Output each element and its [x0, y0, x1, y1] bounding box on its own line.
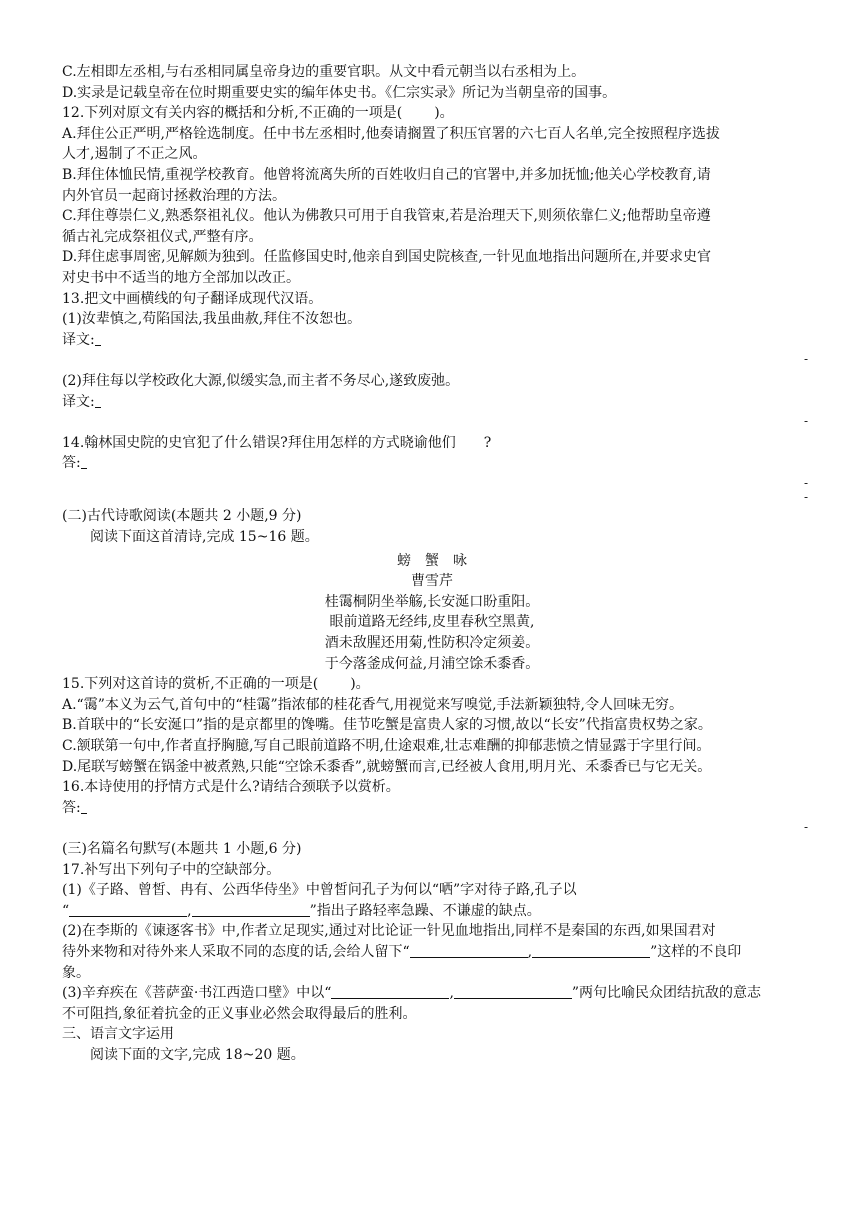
- q12-option-a-line1: A.拜住公正严明,严格铨选制度。任中书左丞相时,他奏请搁置了积压官署的六七百人名单,完全按照程序选拔: [62, 125, 720, 142]
- q13-translation-1-label: 译文:: [62, 330, 802, 351]
- q13-sentence-2: (2)拜住每以学校政化大源,似缓实急,而主者不务尽心,遂致废弛。: [62, 372, 460, 389]
- section3-heading: 三、语言文字运用: [62, 1026, 174, 1043]
- q17-item-2-line1: (2)在李斯的《谏逐客书》中,作者立足现实,通过对比论证一针见血地指出,同样不是秦国的东西,如果国君对: [62, 923, 716, 940]
- q16-stem: 16.本诗使用的抒情方式是什么?请结合颈联予以赏析。: [62, 779, 400, 796]
- q13-stem: 13.把文中画横线的句子翻译成现代汉语。: [62, 290, 323, 307]
- poem-line: 眼前道路无经纬,皮里春秋空黑黄,: [329, 614, 535, 631]
- answer-blank-line[interactable]: -: [803, 820, 808, 835]
- exam-page: [62, 62, 808, 1066]
- fill-blank[interactable]: [454, 984, 572, 999]
- q14-stem: 14.翰林国史院的史官犯了什么错误?拜住用怎样的方式晓谕他们 ?: [62, 434, 492, 451]
- fill-blank[interactable]: [532, 943, 650, 958]
- q11-option-d: D.实录是记载皇帝在位时期重要史实的编年体史书。《仁宗实录》所记为当朝皇帝的国事。: [62, 84, 617, 101]
- q12-option-c-line2: 循古礼完成祭祖仪式,严整有序。: [62, 228, 263, 245]
- q15-stem: 15.下列对这首诗的赏析,不正确的一项是( )。: [62, 676, 370, 693]
- poem-line: 桂霭桐阴坐举觞,长安涎口盼重阳。: [324, 593, 540, 610]
- poem-author: 曹雪芹: [411, 573, 453, 590]
- poem-title: 螃 蟹 咏: [397, 552, 467, 569]
- q17-item-2-line3: 象。: [62, 964, 90, 981]
- q15-option-c: C.颔联第一句中,作者直抒胸臆,写自己眼前道路不明,仕途艰难,壮志难酬的抑郁悲愤之情显露于字里行间。: [62, 738, 711, 754]
- q17-stem: 17.补写出下列句子中的空缺部分。: [62, 861, 281, 878]
- fill-blank[interactable]: [331, 984, 449, 999]
- q12-option-b-line1: B.拜住体恤民情,重视学校教育。他曾将流离失所的百姓收归自己的官署中,并多加抚恤;他关心学校教育,请: [62, 166, 711, 183]
- q17-item-3-line2: 不可阻挡,象征着抗金的正义事业必然会取得最后的胜利。: [62, 1005, 417, 1022]
- poetry-section-heading: (二)古代诗歌阅读(本题共 2 小题,9 分): [62, 508, 302, 525]
- poem-line: 于今落釜成何益,月浦空馀禾黍香。: [324, 655, 540, 672]
- q13-sentence-1: (1)汝辈慎之,苟陷国法,我虽曲赦,拜住不汝恕也。: [62, 311, 362, 328]
- answer-blank-line[interactable]: -: [803, 414, 808, 429]
- answer-line[interactable]: [81, 456, 87, 469]
- q12-option-b-line2: 内外官员一起商讨拯救治理的方法。: [62, 187, 286, 204]
- recitation-section-heading: (三)名篇名句默写(本题共 1 小题,6 分): [62, 840, 302, 857]
- q12-option-c-line1: C.拜住尊崇仁义,熟悉祭祖礼仪。他认为佛教只可用于自我管束,若是治理天下,则须依靠仁义;他帮助皇帝遵: [62, 208, 711, 225]
- fill-blank[interactable]: [410, 943, 528, 958]
- q17-item-1-line1: (1)《子路、曾皙、冉有、公西华侍坐》中曾皙问孔子为何以“哂”字对待子路,孔子以: [62, 882, 577, 899]
- q12-option-d-line2: 对史书中不适当的地方全部加以改正。: [62, 269, 300, 286]
- answer-blank-line[interactable]: -: [803, 475, 808, 490]
- q16-answer-label: 答:: [62, 798, 802, 819]
- answer-blank-line[interactable]: -: [803, 490, 808, 505]
- q12-option-a-line2: 人才,遏制了不正之风。: [62, 146, 207, 163]
- answer-line[interactable]: [81, 801, 87, 814]
- answer-line[interactable]: [95, 333, 101, 346]
- q15-option-a: A.“霭”本义为云气,首句中的“桂霭”指浓郁的桂花香气,用视觉来写嗅觉,手法新颖独特,令人回味无穷。: [62, 696, 683, 713]
- q14-answer-label: 答:: [62, 453, 802, 474]
- poem: [62, 551, 802, 675]
- q15-option-b: B.首联中的“长安涎口”指的是京都里的馋嘴。佳节吃蟹是富贵人家的习惯,故以“长安”代指富贵权势之家。: [62, 717, 712, 734]
- answer-blank-line[interactable]: -: [803, 352, 808, 367]
- q15-option-d: D.尾联写螃蟹在锅釜中被煮熟,只能“空馀禾黍香”,就螃蟹而言,已经被人食用,明月光、禾黍香已与它无关。: [62, 758, 712, 775]
- q12-option-d-line1: D.拜住虑事周密,见解颇为独到。任监修国史时,他亲自到国史院核查,一针见血地指出问题所在,并要求史官: [62, 249, 711, 266]
- fill-blank[interactable]: [192, 902, 310, 917]
- q17-item-1-line2: “ , ”指出子路轻率急躁、不谦虚的缺点。: [62, 902, 541, 919]
- poetry-section-intro: 阅读下面这首清诗,完成 15~16 题。: [90, 529, 319, 546]
- answer-line[interactable]: [95, 395, 101, 408]
- q13-translation-2-label: 译文:: [62, 392, 802, 413]
- q17-item-2-line2: 待外来物和对待外来人采取不同的态度的话,会给人留下“ , ”这样的不良印: [62, 943, 742, 960]
- fill-blank[interactable]: [69, 902, 187, 917]
- poem-line: 酒未敌腥还用菊,性防积冷定须姜。: [324, 635, 540, 652]
- section3-intro: 阅读下面的文字,完成 18~20 题。: [90, 1046, 305, 1063]
- q12-stem: 12.下列对原文有关内容的概括和分析,不正确的一项是( )。: [62, 105, 454, 122]
- q11-option-c: C.左相即左丞相,与右丞相同属皇帝身边的重要官职。从文中看元朝当以右丞相为上。: [62, 64, 586, 80]
- q17-item-3-line1: (3)辛弃疾在《菩萨蛮·书江西造口壁》中以“ , ”两句比喻民众团结抗敌的意志: [62, 985, 762, 1002]
